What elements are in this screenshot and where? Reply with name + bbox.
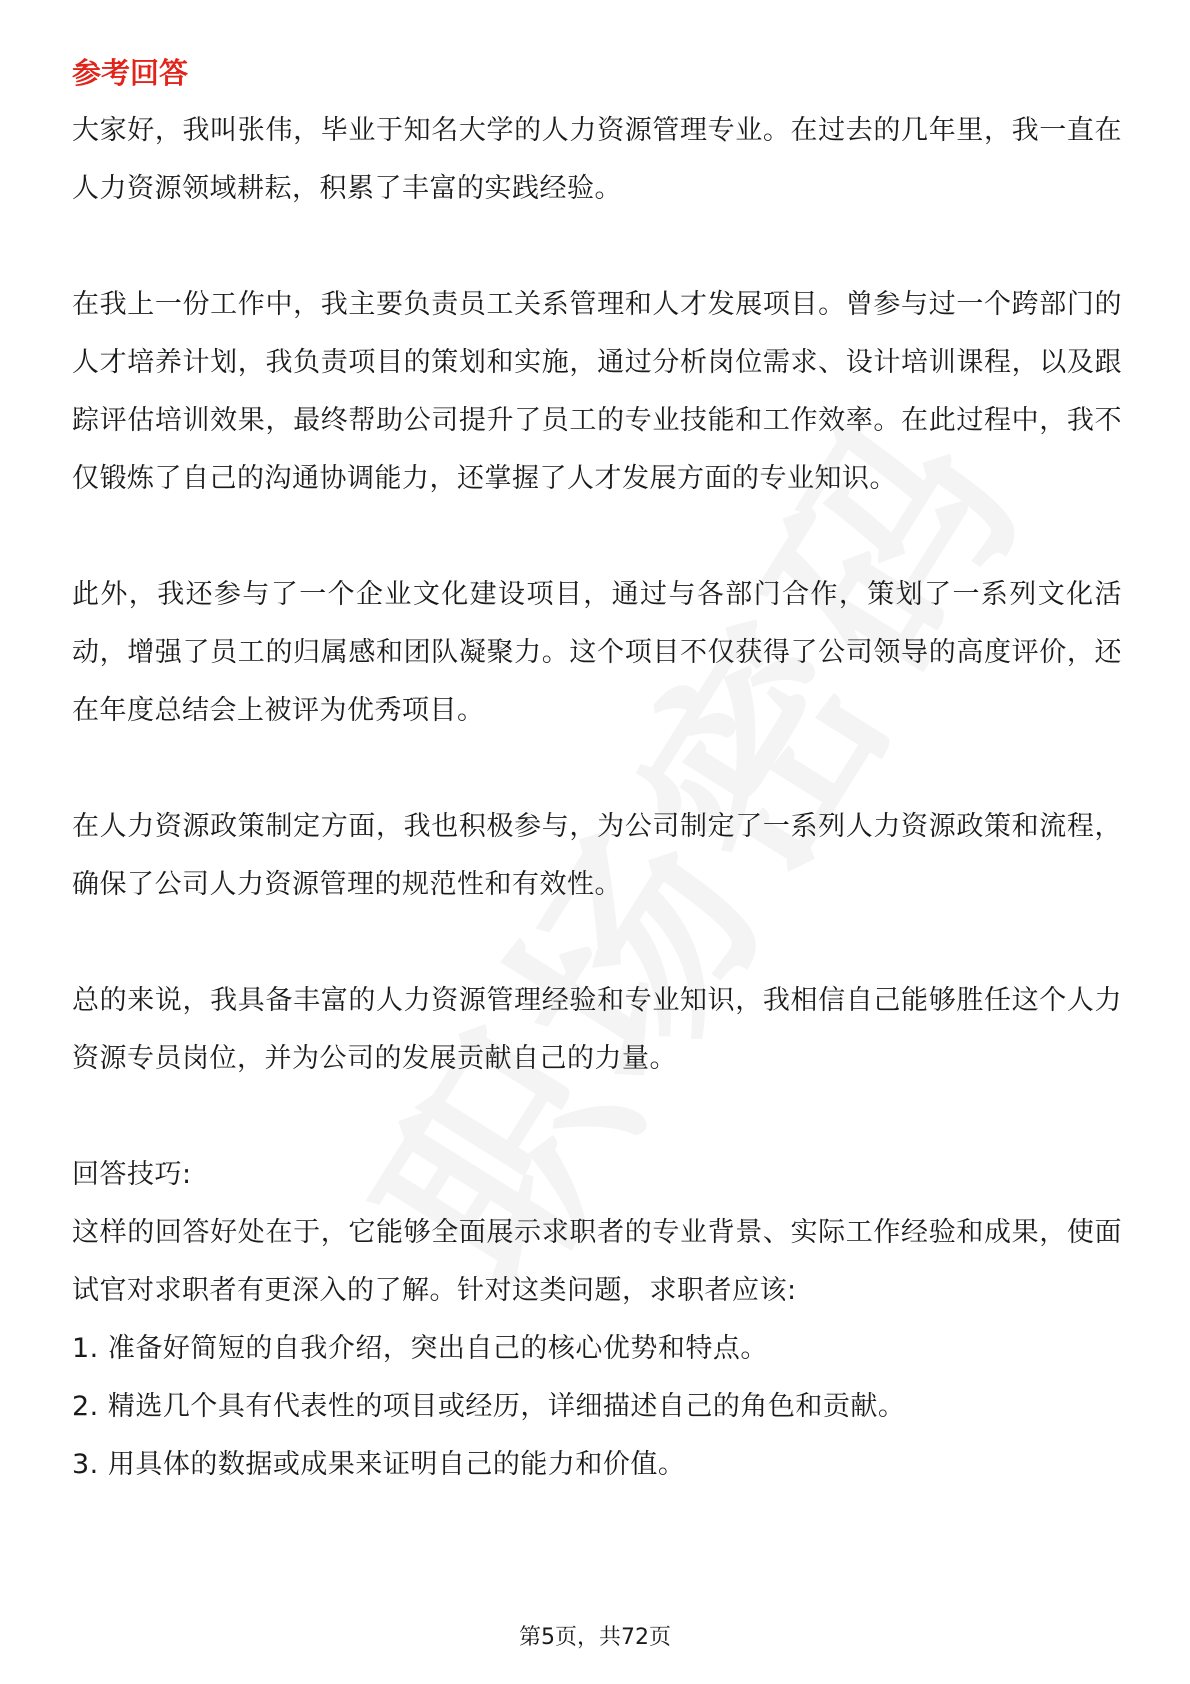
page-number: 第5页，共72页 bbox=[519, 1625, 671, 1650]
tips-intro: 这样的回答好处在于，它能够全面展示求职者的专业背景、实际工作经验和成果，使面试官对求职者有更深入的了解。针对这类问题，求职者应该: bbox=[72, 1217, 1122, 1306]
paragraph-intro: 大家好，我叫张伟，毕业于知名大学的人力资源管理专业。在过去的几年里，我一直在人力资源领域耕耘，积累了丰富的实践经验。 bbox=[72, 115, 1122, 204]
paragraph-culture-project: 此外，我还参与了一个企业文化建设项目，通过与各部门合作，策划了一系列文化活动，增强了员工的归属感和团队凝聚力。这个项目不仅获得了公司领导的高度评价，还在年度总结会上被评为优秀项目。 bbox=[72, 579, 1122, 726]
section-heading: 参考回答 bbox=[72, 56, 189, 90]
paragraph-previous-job: 在我上一份工作中，我主要负责员工关系管理和人才发展项目。曾参与过一个跨部门的人才培养计划，我负责项目的策划和实施，通过分析岗位需求、设计培训课程，以及跟踪评估培训效果，最终帮助公司提升了员工的专业技能和工作效率。在此过程中，我不仅锻炼了自己的沟通协调能力，还掌握了人才发展方面的专业知识。 bbox=[72, 289, 1122, 494]
tips-item: 2. 精选几个具有代表性的项目或经历，详细描述自己的角色和贡献。 bbox=[72, 1391, 906, 1422]
document-page bbox=[72, 44, 1122, 1494]
tips-item: 3. 用具体的数据或成果来证明自己的能力和价值。 bbox=[72, 1449, 686, 1480]
paragraph-policy: 在人力资源政策制定方面，我也积极参与，为公司制定了一系列人力资源政策和流程，确保了公司人力资源管理的规范性和有效性。 bbox=[72, 811, 1122, 900]
tips-title: 回答技巧: bbox=[72, 1159, 192, 1190]
paragraph-summary: 总的来说，我具备丰富的人力资源管理经验和专业知识，我相信自己能够胜任这个人力资源专员岗位，并为公司的发展贡献自己的力量。 bbox=[72, 985, 1122, 1074]
tips-item: 1. 准备好简短的自我介绍，突出自己的核心优势和特点。 bbox=[72, 1333, 768, 1364]
